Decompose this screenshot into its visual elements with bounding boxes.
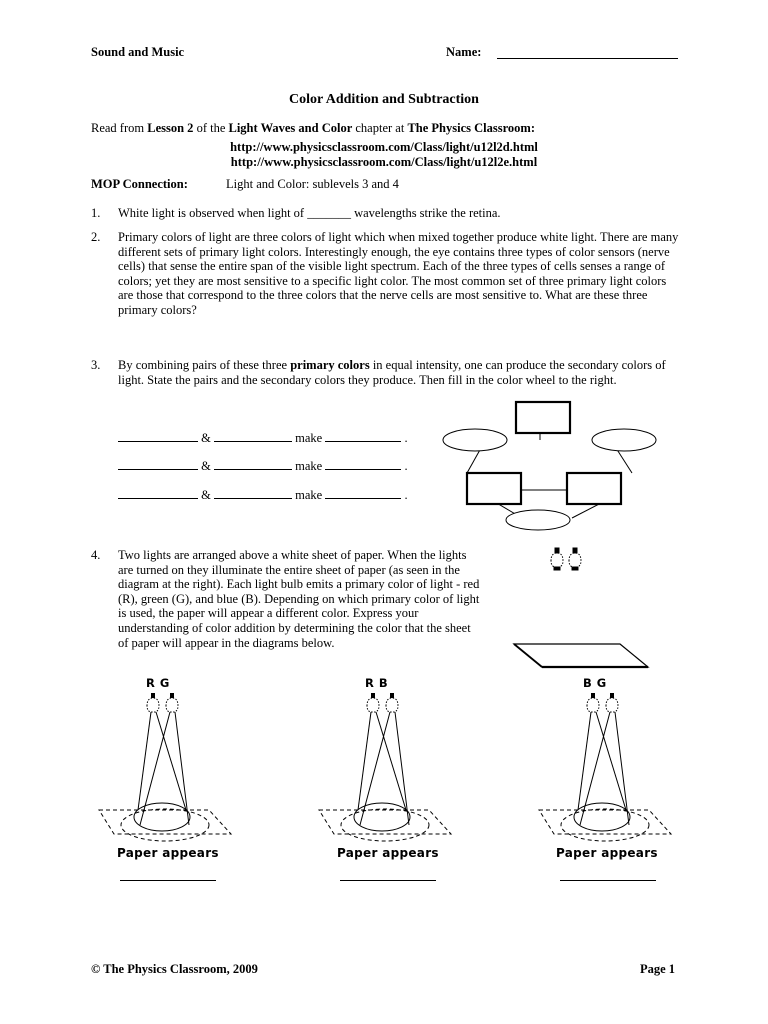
pair-blank[interactable]	[325, 487, 401, 499]
diagram-2-lights: RB	[365, 676, 393, 690]
pair-blank[interactable]	[325, 430, 401, 442]
question-3: 3. By combining pairs of these three primary colors in equal intensity, one can produce the secondary colors of light. State the pairs and the secondary colors they produce. Then fill in the color wheel to the right.	[91, 358, 666, 387]
diagram-2-beams	[316, 690, 456, 840]
diagram-1-beams	[96, 690, 236, 840]
name-blank[interactable]	[497, 58, 678, 59]
pair-blank[interactable]	[325, 458, 401, 470]
footer-page-number: Page 1	[640, 962, 676, 976]
paper-sheet-illustration	[512, 642, 652, 672]
question-4: 4. Two lights are arranged above a white sheet of paper. When the lights are turned on they illuminate the entire sheet of paper (as seen in the diagram at the right). Each light bulb emits a primary color of light - red (R), green (G), and blue (B). Depending on which primary color of light is used, the paper will appear a different color. Express your understanding of color addition by determining the color that the sheet of paper will appear in the diagrams below.	[91, 548, 480, 650]
mop-label: MOP Connection:	[91, 177, 188, 191]
wheel-box-right[interactable]	[567, 473, 621, 504]
intro-text: Read from Lesson 2 of the Light Waves and Color chapter at The Physics Classroom:	[91, 121, 535, 135]
pair-blank[interactable]	[118, 430, 198, 442]
url-link-2[interactable]: http://www.physicsclassroom.com/Class/light/u12l2e.html	[230, 155, 538, 169]
pair-row-1: & make .	[118, 430, 408, 446]
course-title: Sound and Music	[91, 45, 185, 59]
url-link-1[interactable]: http://www.physicsclassroom.com/Class/light/u12l2d.html	[230, 140, 538, 154]
bulbs-illustration	[545, 545, 590, 575]
question-1: 1. White light is observed when light of _______ wavelengths strike the retina.	[91, 206, 501, 220]
diagram-1-lights: RG	[146, 676, 175, 690]
pair-blank[interactable]	[214, 458, 292, 470]
wheel-box-left[interactable]	[467, 473, 521, 504]
diagram-2-caption: Paper appears	[337, 846, 439, 860]
name-label: Name:	[446, 45, 482, 59]
pair-blank[interactable]	[214, 487, 292, 499]
page-title: Color Addition and Subtraction	[289, 92, 479, 107]
question-2: 2. Primary colors of light are three colors of light which when mixed together produce white light. There are many different sets of primary light colors. Interestingly enough, the eye contains three types of color sensors (nerve cells) that sense the entire span of the visible light spectrum. Each of the three types of cells senses a range of colors; yet they are most sensitive to a specific light color. The most common set of three primary light colors are those that correspond to the three colors that the nerve cells are most sensitive to. What are these three primary colors?	[91, 230, 679, 317]
color-wheel-diagram	[440, 398, 660, 533]
diagram-3-caption: Paper appears	[556, 846, 658, 860]
pair-row-2: & make .	[118, 458, 408, 474]
wheel-oval-right[interactable]	[592, 429, 656, 451]
footer-copyright: © The Physics Classroom, 2009	[91, 962, 258, 976]
diagram-1-answer-blank[interactable]	[120, 880, 216, 881]
pair-blank[interactable]	[118, 458, 198, 470]
pair-blank[interactable]	[118, 487, 198, 499]
diagram-1-caption: Paper appears	[117, 846, 219, 860]
diagram-3-lights: BG	[583, 676, 612, 690]
diagram-3-beams	[536, 690, 676, 840]
wheel-oval-bottom[interactable]	[506, 510, 570, 530]
pair-row-3: & make .	[118, 487, 408, 503]
diagram-2-answer-blank[interactable]	[340, 880, 436, 881]
diagram-3-answer-blank[interactable]	[560, 880, 656, 881]
wheel-box-top[interactable]	[516, 402, 570, 433]
wheel-oval-left[interactable]	[443, 429, 507, 451]
mop-text: Light and Color: sublevels 3 and 4	[226, 177, 399, 191]
pair-blank[interactable]	[214, 430, 292, 442]
